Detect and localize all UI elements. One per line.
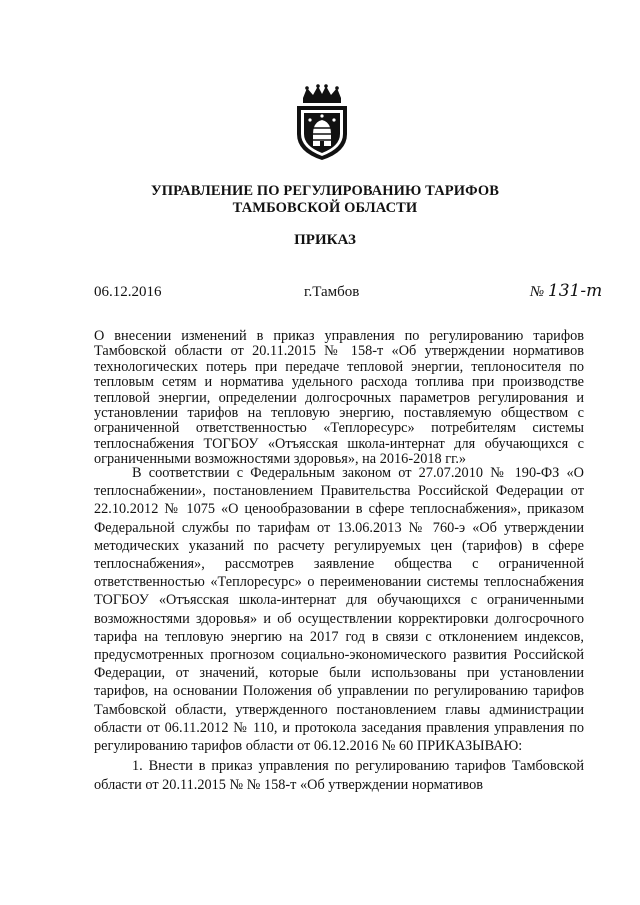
number-sign: №: [530, 284, 545, 300]
document-subject: О внесении изменений в приказ управления по регулированию тарифов Тамбовской области от 20.11.2015 № 158-т «Об утверждении нормативов технологических потерь при передаче тепловой энергии, теплоносителя по тепловым сетям и норматива удельного расхода топлива при производстве тепловой энергии, определении долгосрочных параметров регулирования и установлении тарифов на тепловую энергию, поставляемую обществом с ограниченной ответственностью «Теплоресурс» потребителям системы теплоснабжения ТОГБОУ «Отъясская школа-интернат для обучающихся с ограниченными возможностями здоровья», на 2016-2018 гг.»: [94, 328, 584, 468]
document-date: 06.12.2016: [94, 284, 162, 300]
organization-region: ТАМБОВСКОЙ ОБЛАСТИ: [232, 200, 418, 216]
document-type: ПРИКАЗ: [294, 232, 356, 248]
handwritten-number: 131-т: [547, 281, 603, 301]
document-body: В соответствии с Федеральным законом от 27.07.2010 № 190-ФЗ «О теплоснабжении», постановлением Правительства Российской Федерации от 22.10.2012 № 1075 «О ценообразовании в сфере теплоснабжения», приказом Федеральной службы по тарифам от 13.06.2013 № 760-э «Об утверждении методических указаний по расчету регулируемых цен (тарифов) в сфере теплоснабжения», рассмотрев заявление общества с ограниченной ответственностью «Теплоресурс» о переименовании системы теплоснабжения ТОГБОУ «Отъясская школа-интернат для обучающихся с ограниченными возможностями здоровья» и об осуществлении корректировки долгосрочного тарифа на тепловую энергию на 2017 год в связи с отклонением индексов, предусмотренных прогнозом социально-экономического развития Российской Федерации, от значений, которые были использованы при установлении тарифов, на основании Положения об управлении по регулированию тарифов Тамбовской области, утвержденного постановлением главы администрации области от 06.11.2012 № 110, и протокола заседания правления управления по регулированию тарифов области от 06.12.2016 № 60 ПРИКАЗЫВАЮ:: [94, 465, 584, 755]
order-item-1: 1. Внести в приказ управления по регулированию тарифов Тамбовской области от 20.11.2015 № № 158-т «Об утверждении нормативов: [94, 758, 584, 793]
tambov-coat-of-arms-icon: [291, 84, 353, 162]
document-number: [530, 281, 602, 301]
organization-name: УПРАВЛЕНИЕ ПО РЕГУЛИРОВАНИЮ ТАРИФОВ: [150, 183, 500, 199]
document-city: г.Тамбов: [304, 284, 360, 300]
